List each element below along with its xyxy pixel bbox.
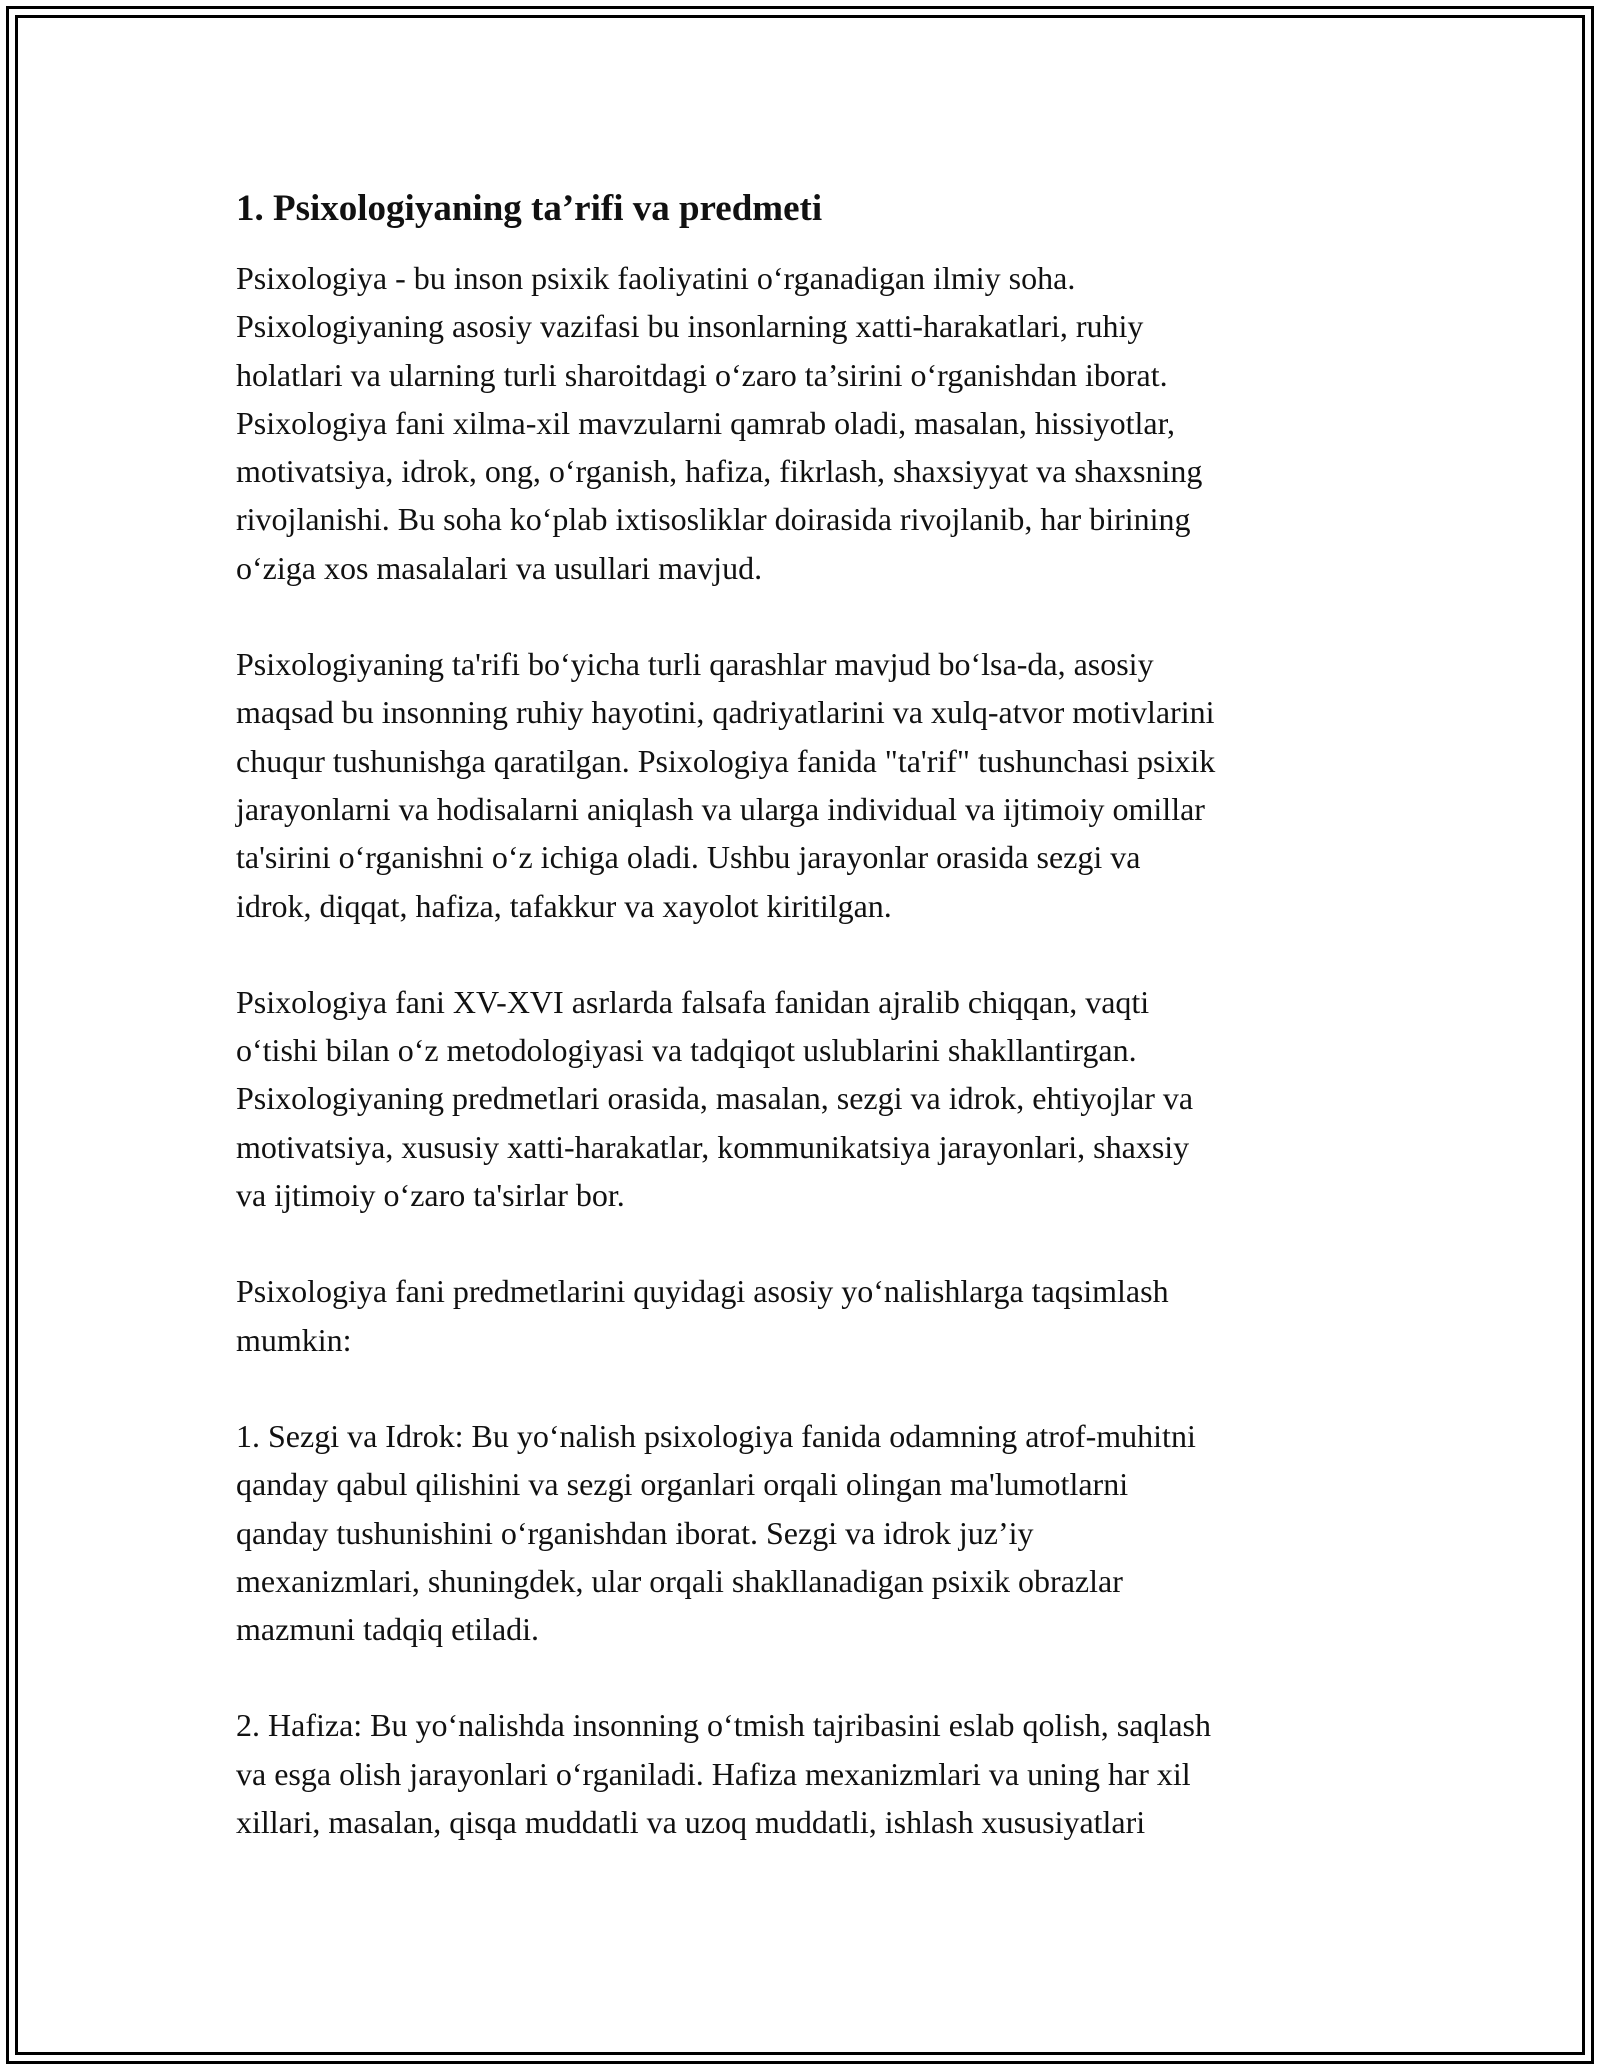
text-line: mazmuni tadqiq etiladi. [236, 1611, 540, 1648]
list-item-memory [236, 1701, 1376, 1846]
text-line: 2. Hafiza: Bu yo‘nalishda insonning o‘tmish tajribasini eslab qolish, saqlash [236, 1707, 1211, 1744]
text-line: jarayonlarni va hodisalarni aniqlash va ularga individual va ijtimoiy omillar [236, 790, 1205, 827]
paragraph-definition [236, 254, 1376, 592]
text-line: Psixologiya fani xilma-xil mavzularni qamrab oladi, masalan, hissiyotlar, [236, 404, 1175, 441]
text-line: Psixologiyaning predmetlari orasida, masalan, sezgi va idrok, ehtiyojlar va [236, 1080, 1194, 1117]
text-line: o‘ziga xos masalalari va usullari mavjud. [236, 549, 763, 586]
text-line: motivatsiya, idrok, ong, o‘rganish, hafiza, fikrlash, shaxsiyyat va shaxsning [236, 453, 1203, 490]
text-line: o‘tishi bilan o‘z metodologiyasi va tadqiqot uslublarini shakllantirgan. [236, 1032, 1137, 1069]
text-line: motivatsiya, xususiy xatti-harakatlar, kommunikatsiya jarayonlari, shaxsiy [236, 1128, 1190, 1165]
text-line: holatlari va ularning turli sharoitdagi o‘zaro ta’sirini o‘rganishdan iborat. [236, 356, 1168, 393]
text-line: Psixologiyaning ta'rifi bo‘yicha turli qarashlar mavjud bo‘lsa-da, asosiy [236, 646, 1154, 683]
text-line: Psixologiya fani predmetlarini quyidagi asosiy yo‘nalishlarga taqsimlash [236, 1273, 1169, 1310]
paragraph-views [236, 640, 1376, 930]
text-line: va ijtimoiy o‘zaro ta'sirlar bor. [236, 1177, 625, 1214]
text-line: qanday tushunishini o‘rganishdan iborat. Sezgi va idrok juz’iy [236, 1514, 1034, 1551]
text-line: Psixologiya - bu inson psixik faoliyatini o‘rganadigan ilmiy soha. [236, 260, 1076, 296]
text-line: mumkin: [236, 1321, 352, 1358]
list-item-sensation-perception [236, 1412, 1376, 1653]
document-body [236, 186, 1376, 1894]
text-line: ta'sirini o‘rganishni o‘z ichiga oladi. Ushbu jarayonlar orasida sezgi va [236, 839, 1141, 876]
text-line: idrok, diqqat, hafiza, tafakkur va xayolot kiritilgan. [236, 887, 892, 924]
text-line: mexanizmlari, shuningdek, ular orqali shakllanadigan psixik obrazlar [236, 1562, 1123, 1599]
text-line: chuqur tushunishga qaratilgan. Psixologiya fanida "ta'rif" tushunchasi psixik [236, 742, 1216, 779]
text-line: qanday qabul qilishini va sezgi organlari orqali olingan ma'lumotlarni [236, 1466, 1129, 1503]
text-line: xillari, masalan, qisqa muddatli va uzoq muddatli, ishlash xususiyatlari [236, 1804, 1146, 1841]
text-line: rivojlanishi. Bu soha ko‘plab ixtisosliklar doirasida rivojlanib, har birining [236, 501, 1191, 538]
text-line: va esga olish jarayonlari o‘rganiladi. Hafiza mexanizmlari va uning har xil [236, 1755, 1191, 1792]
text-line: Psixologiya fani XV-XVI asrlarda falsafa fanidan ajralib chiqqan, vaqti [236, 983, 1150, 1020]
text-line: 1. Sezgi va Idrok: Bu yo‘nalish psixologiya fanida odamning atrof-muhitni [236, 1417, 1196, 1454]
paragraph-history [236, 978, 1376, 1219]
text-line: maqsad bu insonning ruhiy hayotini, qadriyatlarini va xulq-atvor motivlarini [236, 694, 1215, 731]
section-heading: 1. Psixologiyaning ta’rifi va predmeti [236, 188, 823, 229]
text-line: Psixologiyaning asosiy vazifasi bu insonlarning xatti-harakatlari, ruhiy [236, 308, 1144, 345]
paragraph-directions-intro [236, 1267, 1376, 1364]
